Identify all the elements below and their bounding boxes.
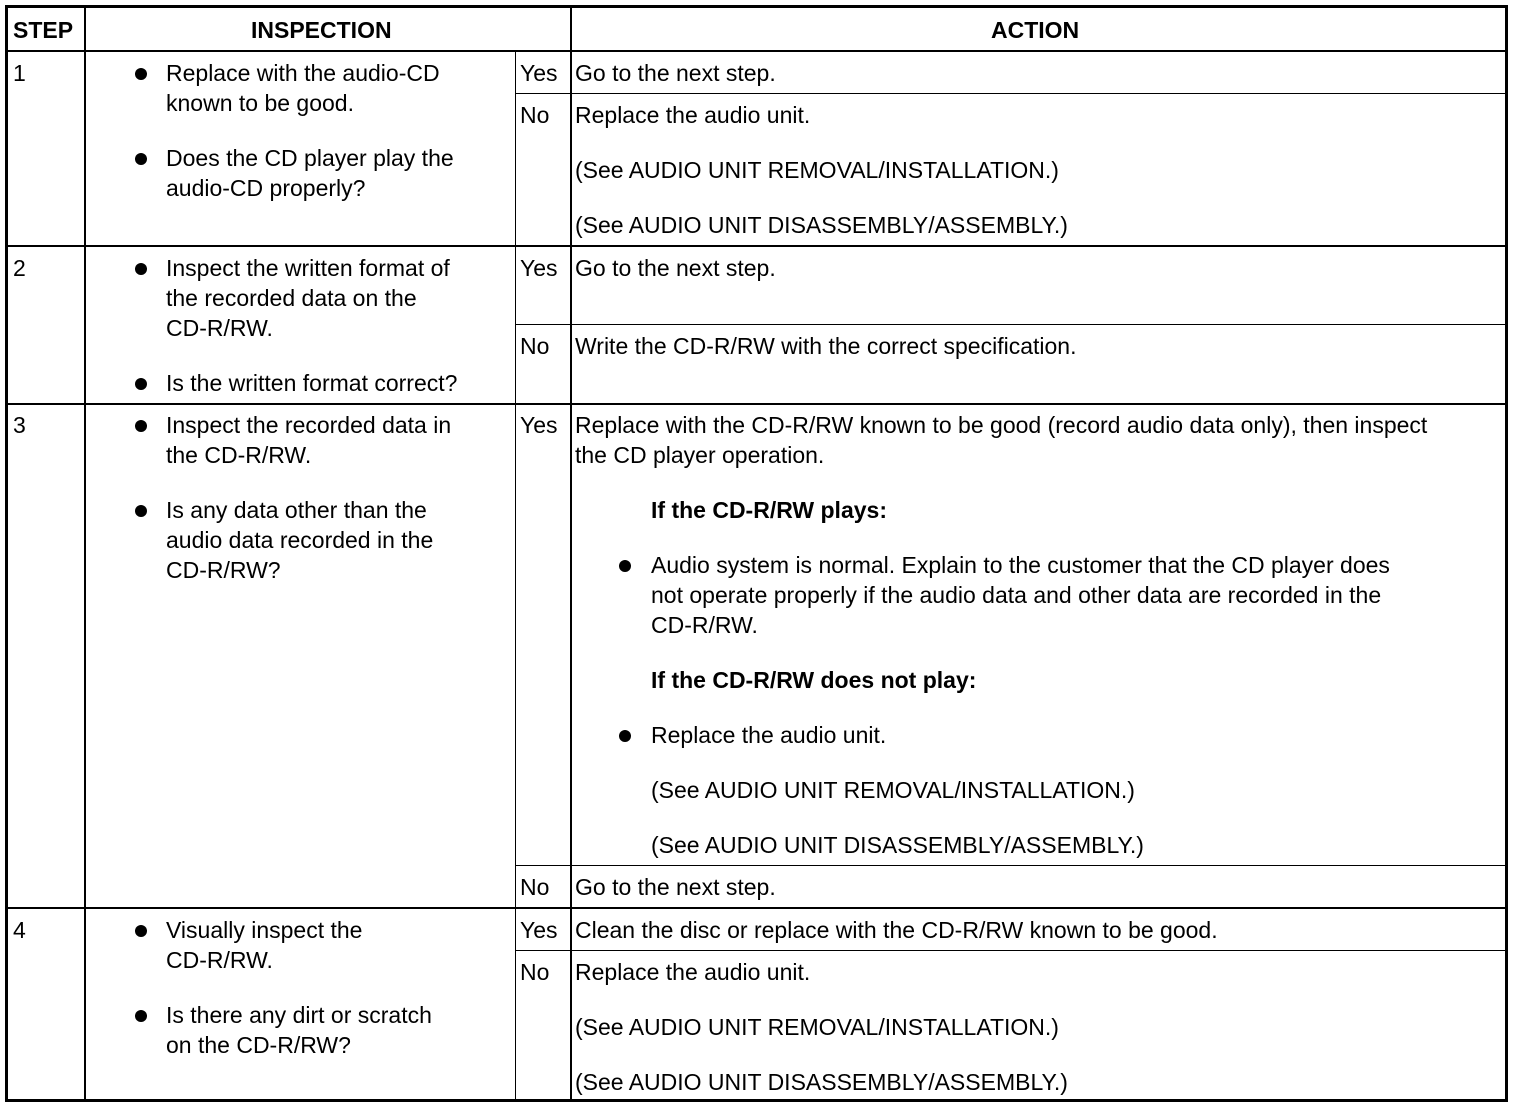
inspection-line: audio-CD properly? xyxy=(166,175,366,201)
action-line: Replace the audio unit. xyxy=(651,722,887,748)
header-step: STEP xyxy=(13,17,74,43)
case-title: If the CD-R/RW plays: xyxy=(651,497,887,523)
bullet-icon xyxy=(135,925,147,937)
bullet-icon xyxy=(135,1010,147,1022)
action-line: Go to the next step. xyxy=(575,255,776,281)
action-line: CD-R/RW. xyxy=(651,612,758,638)
action-line: (See AUDIO UNIT DISASSEMBLY/ASSEMBLY.) xyxy=(575,212,1068,238)
step-number: 3 xyxy=(13,412,26,438)
row2-yes-no-rule xyxy=(515,324,1508,325)
inspection-line: the CD-R/RW. xyxy=(166,442,312,468)
no-label: No xyxy=(520,333,550,359)
header-inspection: INSPECTION xyxy=(251,17,392,43)
row4-yes-no-rule xyxy=(515,950,1508,951)
step-number: 2 xyxy=(13,255,26,281)
row1-bottom-rule xyxy=(8,245,1508,247)
action-line: (See AUDIO UNIT REMOVAL/INSTALLATION.) xyxy=(575,157,1059,183)
yes-label: Yes xyxy=(520,412,558,438)
inspection-line: the recorded data on the xyxy=(166,285,417,311)
bullet-icon xyxy=(135,68,147,80)
action-line: Clean the disc or replace with the CD-R/RW known to be good. xyxy=(575,917,1218,943)
yes-label: Yes xyxy=(520,917,558,943)
bullet-icon xyxy=(135,378,147,390)
action-column-rule xyxy=(570,8,572,1102)
row3-yes-no-rule xyxy=(515,865,1508,866)
case-title: If the CD-R/RW does not play: xyxy=(651,667,977,693)
inspection-line: known to be good. xyxy=(166,90,354,116)
no-label: No xyxy=(520,102,550,128)
bullet-icon xyxy=(619,730,631,742)
inspection-line: Is the written format correct? xyxy=(166,370,458,396)
action-line: Replace the audio unit. xyxy=(575,959,811,985)
answer-column-rule xyxy=(515,51,516,1102)
action-line: not operate properly if the audio data and other data are recorded in the xyxy=(651,582,1382,608)
bullet-icon xyxy=(619,560,631,572)
action-line: Go to the next step. xyxy=(575,60,776,86)
inspection-line: Is any data other than the xyxy=(166,497,427,523)
inspection-line: Inspect the written format of xyxy=(166,255,450,281)
row2-bottom-rule xyxy=(8,403,1508,405)
inspection-line: CD-R/RW. xyxy=(166,315,273,341)
step-number: 1 xyxy=(13,60,26,86)
yes-label: Yes xyxy=(520,255,558,281)
inspection-line: CD-R/RW. xyxy=(166,947,273,973)
action-line: (See AUDIO UNIT REMOVAL/INSTALLATION.) xyxy=(651,777,1135,803)
inspection-line: on the CD-R/RW? xyxy=(166,1032,351,1058)
action-line: (See AUDIO UNIT DISASSEMBLY/ASSEMBLY.) xyxy=(651,832,1144,858)
action-line: (See AUDIO UNIT REMOVAL/INSTALLATION.) xyxy=(575,1014,1059,1040)
action-line: (See AUDIO UNIT DISASSEMBLY/ASSEMBLY.) xyxy=(575,1069,1068,1095)
action-line: Write the CD-R/RW with the correct specification. xyxy=(575,333,1077,359)
step-column-rule xyxy=(84,8,86,1102)
inspection-line: Visually inspect the xyxy=(166,917,363,943)
inspection-line: audio data recorded in the xyxy=(166,527,434,553)
inspection-line: Replace with the audio-CD xyxy=(166,60,440,86)
header-action: ACTION xyxy=(991,17,1080,43)
bullet-icon xyxy=(135,420,147,432)
action-line: Replace with the CD-R/RW known to be good (record audio data only), then inspect xyxy=(575,412,1428,438)
diagnostic-table xyxy=(5,5,1508,1102)
action-line: Replace the audio unit. xyxy=(575,102,811,128)
bullet-icon xyxy=(135,505,147,517)
action-line: Go to the next step. xyxy=(575,874,776,900)
inspection-line: CD-R/RW? xyxy=(166,557,281,583)
no-label: No xyxy=(520,959,550,985)
action-line: the CD player operation. xyxy=(575,442,825,468)
bullet-icon xyxy=(135,153,147,165)
header-bottom-rule xyxy=(8,50,1508,52)
inspection-line: Does the CD player play the xyxy=(166,145,454,171)
yes-label: Yes xyxy=(520,60,558,86)
inspection-line: Is there any dirt or scratch xyxy=(166,1002,432,1028)
step-number: 4 xyxy=(13,917,26,943)
bullet-icon xyxy=(135,263,147,275)
no-label: No xyxy=(520,874,550,900)
action-line: Audio system is normal. Explain to the customer that the CD player does xyxy=(651,552,1390,578)
row1-yes-no-rule xyxy=(515,93,1508,94)
row3-bottom-rule xyxy=(8,907,1508,909)
inspection-line: Inspect the recorded data in xyxy=(166,412,452,438)
